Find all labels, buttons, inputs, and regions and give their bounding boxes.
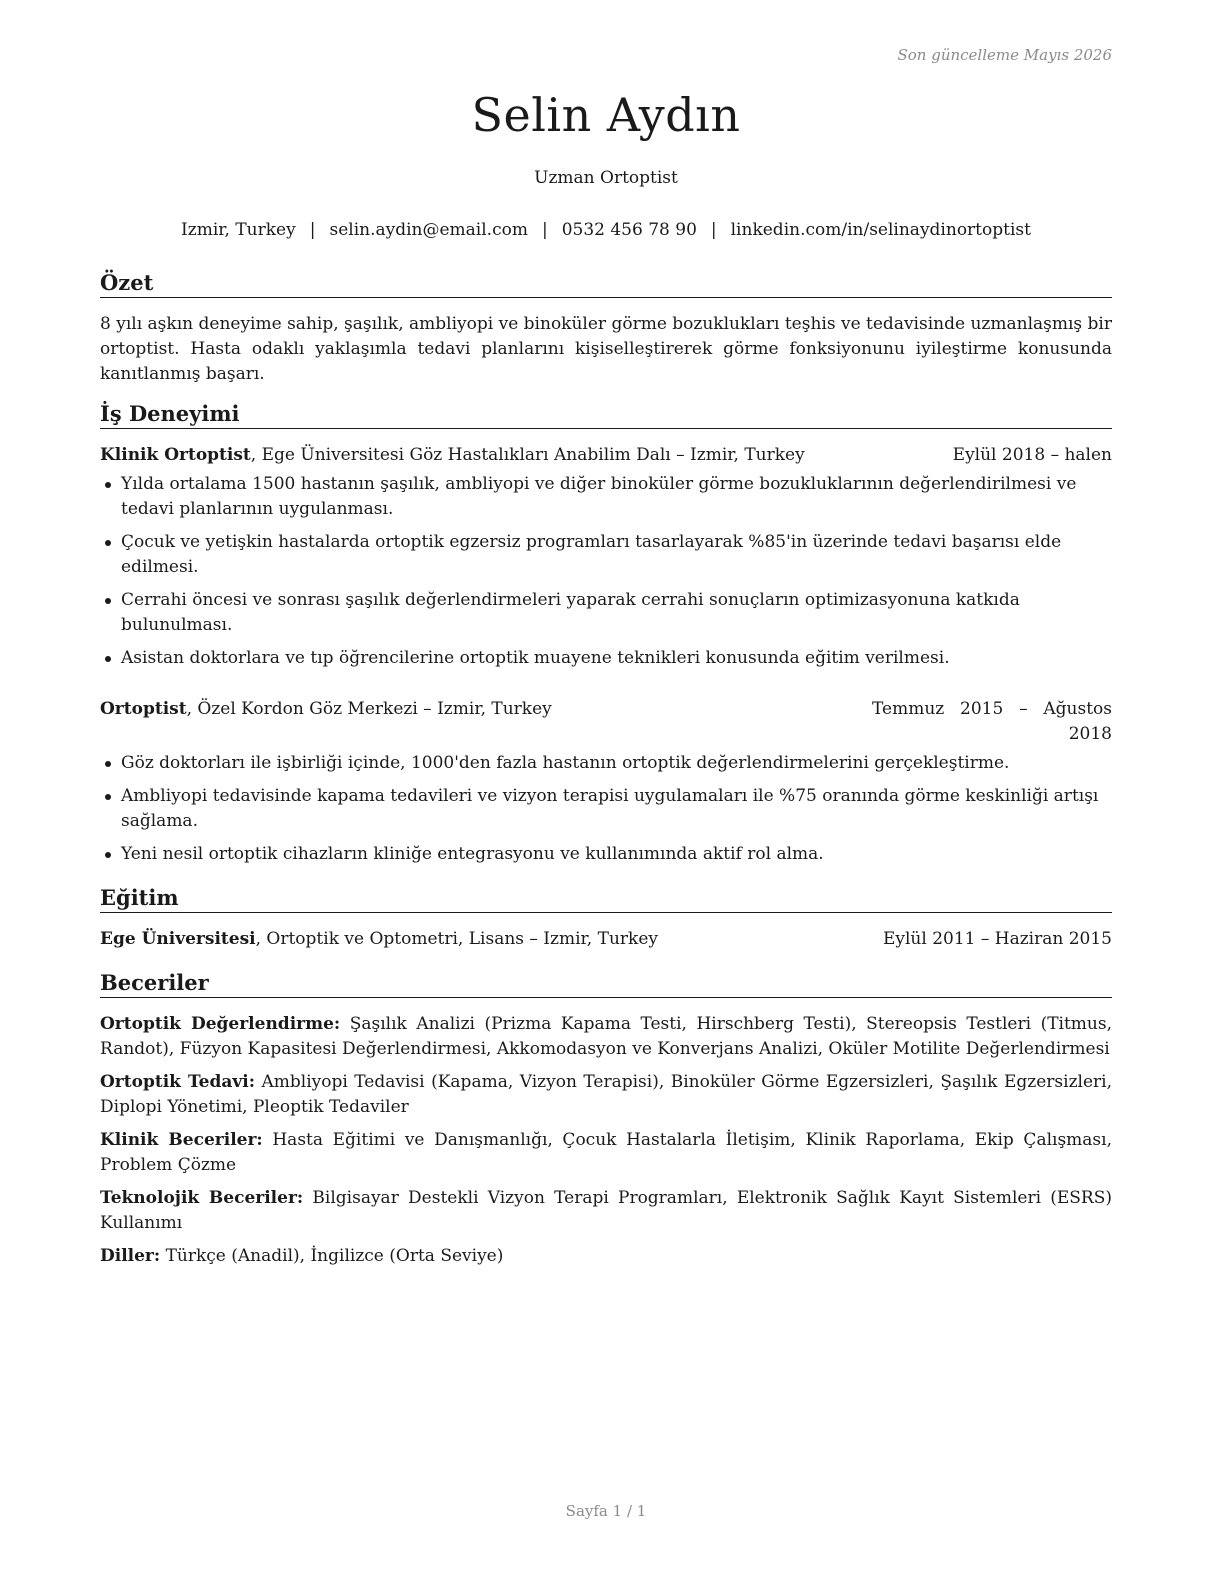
job-entry bbox=[100, 697, 1112, 867]
skill-label: Klinik Beceriler: bbox=[100, 1130, 263, 1150]
skill-label: Ortoptik Tedavi: bbox=[100, 1072, 255, 1092]
skill-label: Ortoptik Değerlendirme: bbox=[100, 1014, 341, 1034]
job-dates: Eylül 2018 – halen bbox=[952, 445, 1112, 465]
contact-line bbox=[100, 220, 1112, 240]
contact-location: Izmir, Turkey bbox=[181, 220, 296, 240]
contact-separator: | bbox=[309, 220, 316, 240]
contact-separator: | bbox=[710, 220, 717, 240]
resume-page bbox=[100, 0, 1112, 1584]
resume-content bbox=[100, 270, 1112, 1279]
skill-label: Teknolojik Beceriler: bbox=[100, 1188, 304, 1208]
job-header bbox=[100, 697, 1112, 747]
list-item: Göz doktorları ile işbirliği içinde, 1000'den fazla hastanın ortoptik değerlendirmelerini gerçekleştirme. bbox=[100, 751, 1112, 776]
job-header bbox=[100, 443, 1112, 468]
list-item: Asistan doktorlara ve tıp öğrencilerine ortoptik muayene teknikleri konusunda eğitim verilmesi. bbox=[100, 646, 1112, 671]
job-heading bbox=[100, 697, 552, 722]
skill-text: Hasta Eğitimi ve Danışmanlığı, Çocuk Hastalarla İletişim, Klinik Raporlama, Ekip Çalışması, Problem Çözme bbox=[100, 1130, 1112, 1175]
list-item: Ambliyopi tedavisinde kapama tedavileri ve vizyon terapisi uygulamaları ile %75 oranında görme keskinliği artışı sağlama. bbox=[100, 784, 1112, 834]
candidate-title: Uzman Ortoptist bbox=[534, 168, 678, 188]
skill-text: Şaşılık Analizi (Prizma Kapama Testi, Hirschberg Testi), Stereopsis Testleri (Titmus, Randot), Füzyon Kapasitesi Değerlendirmesi, Akkomodasyon ve Konverjans Analizi, Oküler Motilite Değerlendirmesi bbox=[100, 1014, 1113, 1059]
job-organization: , Özel Kordon Göz Merkezi – Izmir, Turkey bbox=[186, 699, 552, 719]
candidate-name: Selin Aydın bbox=[471, 88, 741, 142]
skill-text: Türkçe (Anadil), İngilizce (Orta Seviye) bbox=[160, 1246, 504, 1266]
skill-row bbox=[100, 1012, 1112, 1062]
education-heading bbox=[100, 927, 658, 952]
job-bullets bbox=[100, 751, 1112, 867]
skill-label: Diller: bbox=[100, 1246, 161, 1266]
job-bullets bbox=[100, 472, 1112, 671]
last-updated: Son güncelleme Mayıs 2026 bbox=[897, 46, 1112, 64]
education-dates: Eylül 2011 – Haziran 2015 bbox=[882, 929, 1112, 949]
list-item: Cerrahi öncesi ve sonrası şaşılık değerlendirmeleri yaparak cerrahi sonuçların optimizasyonuna katkıda bulunulması. bbox=[100, 588, 1112, 638]
summary-section bbox=[100, 270, 1112, 387]
contact-linkedin[interactable]: linkedin.com/in/selinaydinortoptist bbox=[730, 220, 1031, 240]
list-item: Çocuk ve yetişkin hastalarda ortoptik egzersiz programları tasarlayarak %85'in üzerinde tedavi başarısı elde edilmesi. bbox=[100, 530, 1118, 580]
contact-email[interactable]: selin.aydin@email.com bbox=[329, 220, 528, 240]
skill-row bbox=[100, 1186, 1112, 1236]
job-dates: Temmuz 2015 – Ağustos 2018 bbox=[872, 699, 1112, 744]
section-title-summary: Özet bbox=[100, 270, 1112, 298]
section-title-experience: İş Deneyimi bbox=[100, 401, 1112, 429]
education-section bbox=[100, 885, 1112, 952]
section-title-education: Eğitim bbox=[100, 885, 1112, 913]
skill-row bbox=[100, 1244, 1112, 1269]
job-organization: , Ege Üniversitesi Göz Hastalıkları Anabilim Dalı – Izmir, Turkey bbox=[250, 445, 805, 465]
contact-phone: 0532 456 78 90 bbox=[561, 220, 697, 240]
skill-text: Bilgisayar Destekli Vizyon Terapi Programları, Elektronik Sağlık Kayıt Sistemleri (ESRS) Kullanımı bbox=[100, 1188, 1112, 1233]
skills-section bbox=[100, 970, 1112, 1269]
summary-text: 8 yılı aşkın deneyime sahip, şaşılık, ambliyopi ve binoküler görme bozuklukları teşhis ve tedavisinde uzmanlaşmış bir ortoptist. Hasta odaklı yaklaşımla tedavi planlarını kişiselleştirerek görme fonksiyonunu iyileştirme konusunda kanıtlanmış başarı. bbox=[100, 314, 1112, 384]
job-heading bbox=[100, 443, 805, 468]
list-item: Yılda ortalama 1500 hastanın şaşılık, ambliyopi ve diğer binoküler görme bozukluklarının değerlendirilmesi ve tedavi planlarının uygulanması. bbox=[100, 472, 1112, 522]
job-role: Klinik Ortoptist bbox=[100, 445, 251, 465]
education-entry bbox=[100, 927, 1112, 952]
section-title-skills: Beceriler bbox=[100, 970, 1112, 998]
list-item: Yeni nesil ortoptik cihazların kliniğe entegrasyonu ve kullanımında aktif rol alma. bbox=[100, 842, 1112, 867]
page-number: Sayfa 1 / 1 bbox=[565, 1502, 647, 1520]
education-details: , Ortoptik ve Optometri, Lisans – Izmir, Turkey bbox=[255, 929, 658, 949]
skill-row bbox=[100, 1070, 1112, 1120]
skill-text: Ambliyopi Tedavisi (Kapama, Vizyon Terapisi), Binoküler Görme Egzersizleri, Şaşılık Egzersizleri, Diplopi Yönetimi, Pleoptik Tedaviler bbox=[100, 1072, 1112, 1117]
contact-separator: | bbox=[541, 220, 548, 240]
experience-section bbox=[100, 401, 1112, 867]
skill-row bbox=[100, 1128, 1112, 1178]
job-role: Ortoptist bbox=[100, 699, 187, 719]
education-school: Ege Üniversitesi bbox=[100, 929, 256, 949]
job-entry bbox=[100, 443, 1112, 671]
